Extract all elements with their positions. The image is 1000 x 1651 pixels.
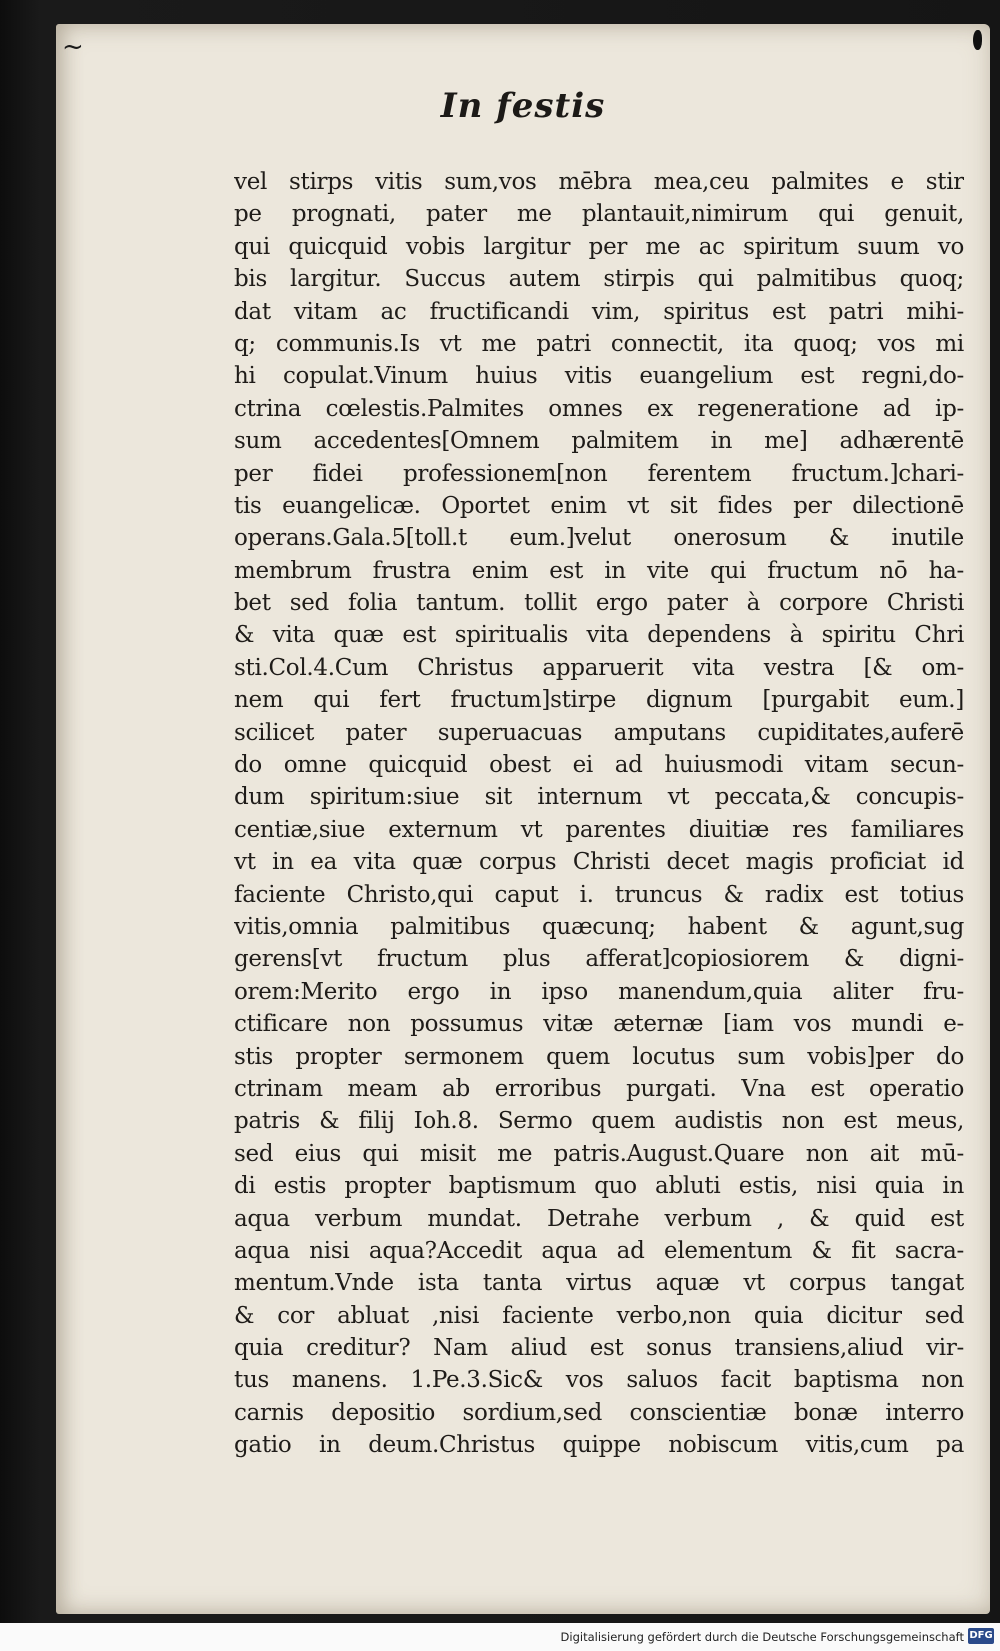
text-line: q; communis.Is vt me patri connectit, ita quoq; vos mi: [234, 330, 964, 357]
text-line: tis euangelicæ. Oportet enim vt sit fides per dilectionē: [234, 492, 964, 519]
text-line: & cor abluat ,nisi faciente verbo,non quia dicitur sed: [234, 1302, 964, 1329]
text-line: carnis depositio sordium,sed conscientiæ bonæ interro: [234, 1399, 964, 1426]
text-line: patris & filij Ioh.8. Sermo quem audistis non est meus,: [234, 1108, 964, 1135]
text-line: bis largitur. Succus autem stirpis qui palmitibus quoq;: [234, 266, 964, 293]
text-line: scilicet pater superuacuas amputans cupiditates,auferē: [234, 719, 964, 746]
text-line: vel stirps vitis sum,vos mēbra mea,ceu palmites e stir: [234, 169, 964, 195]
text-line: vitis,omnia palmitibus quæcunq; habent & agunt,sug: [234, 913, 964, 940]
text-line: & vita quæ est spiritualis vita dependens à spiritu Chri: [234, 622, 964, 649]
text-line: dum spiritum:siue sit internum vt peccata,& concupis-: [234, 784, 964, 811]
footer-credit: Digitalisierung gefördert durch die Deutsche Forschungsgemeinschaft: [560, 1630, 964, 1644]
text-line: aqua nisi aqua?Accedit aqua ad elementum & fit sacra-: [234, 1237, 964, 1264]
corner-mark: ~: [62, 32, 84, 62]
text-line: operans.Gala.5[toll.t eum.]velut onerosum & inutile: [234, 525, 964, 552]
footer-bar: [0, 1623, 1000, 1651]
page-header: In festis: [440, 86, 606, 126]
text-line: di estis propter baptismum quo abluti estis, nisi quia in: [234, 1173, 964, 1200]
text-line: bet sed folia tantum. tollit ergo pater à corpore Christi: [234, 590, 964, 617]
text-line: orem:Merito ergo in ipso manendum,quia aliter fru-: [234, 978, 964, 1005]
text-line: faciente Christo,qui caput i. truncus & radix est totius: [234, 881, 964, 908]
dfg-logo: DFG: [968, 1628, 994, 1644]
ink-blot: [973, 30, 982, 50]
text-line: ctrinam meam ab erroribus purgati. Vna est operatio: [234, 1075, 964, 1102]
text-line: dat vitam ac fructificandi vim, spiritus est patri mihi-: [234, 298, 964, 325]
text-line: sed eius qui misit me patris.August.Quare non ait mū-: [234, 1140, 964, 1167]
body-text: [234, 166, 964, 1462]
text-line: quia creditur? Nam aliud est sonus transiens,aliud vir-: [234, 1335, 964, 1362]
book-page: [56, 24, 990, 1614]
text-line: ctrina cœlestis.Palmites omnes ex regeneratione ad ip-: [234, 395, 964, 422]
text-line: hi copulat.Vinum huius vitis euangelium est regni,do-: [234, 363, 964, 390]
text-line: per fidei professionem[non ferentem fructum.]chari-: [234, 460, 964, 487]
text-line: stis propter sermonem quem locutus sum vobis]per do: [234, 1043, 964, 1070]
text-line: centiæ,siue externum vt parentes diuitiæ res familiares: [234, 816, 964, 843]
text-line: ctificare non possumus vitæ æternæ [iam vos mundi e-: [234, 1011, 964, 1038]
text-line: tus manens. 1.Pe.3.Sic& vos saluos facit baptisma non: [234, 1367, 964, 1394]
text-line: vt in ea vita quæ corpus Christi decet magis proficiat id: [234, 849, 964, 876]
text-line: pe prognati, pater me plantauit,nimirum qui genuit,: [234, 201, 964, 228]
text-line: sum accedentes[Omnem palmitem in me] adhærentē: [234, 428, 964, 455]
text-line: sti.Col.4.Cum Christus apparuerit vita vestra [& om-: [234, 654, 964, 681]
text-line: do omne quicquid obest ei ad huiusmodi vitam secun-: [234, 752, 964, 779]
text-line: gatio in deum.Christus quippe nobiscum vitis,cum pa: [234, 1432, 964, 1459]
text-line: aqua verbum mundat. Detrahe verbum , & quid est: [234, 1205, 964, 1232]
text-line: membrum frustra enim est in vite qui fructum nō ha-: [234, 557, 964, 584]
text-line: gerens[vt fructum plus afferat]copiosiorem & digni-: [234, 946, 964, 973]
text-line: mentum.Vnde ista tanta virtus aquæ vt corpus tangat: [234, 1270, 964, 1297]
text-line: nem qui fert fructum]stirpe dignum [purgabit eum.]: [234, 687, 964, 714]
text-line: qui quicquid vobis largitur per me ac spiritum suum vo: [234, 233, 964, 260]
